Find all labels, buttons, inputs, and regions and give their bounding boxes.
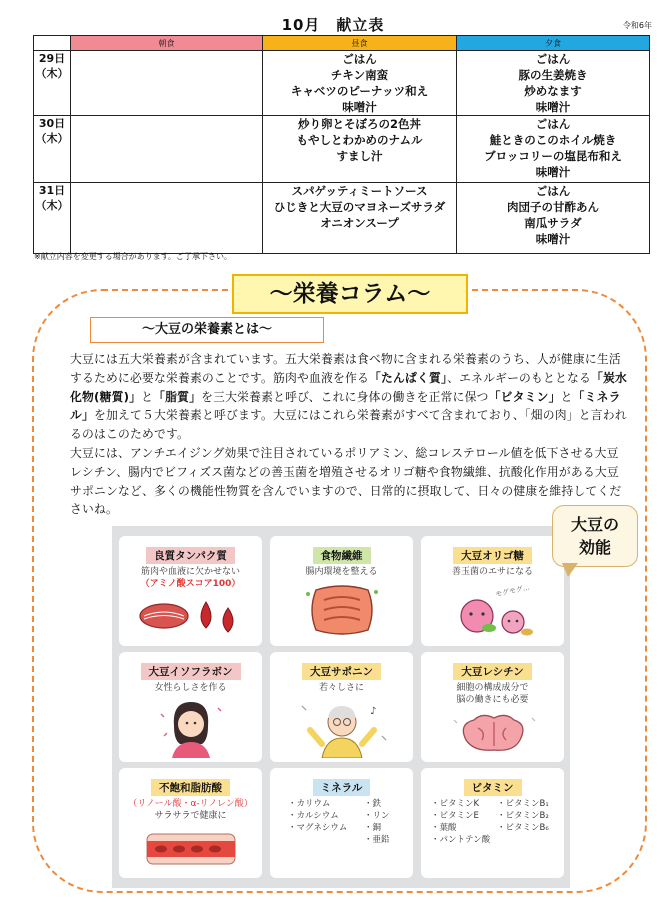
menu-header-row <box>34 36 650 51</box>
emphasis-carbohydrate: 「炭水化物(糖質)」 <box>70 370 628 404</box>
card-desc: 腸内環境を整える <box>305 567 378 577</box>
date-day: 30日 <box>38 117 66 130</box>
card-title: 大豆レシチン <box>453 663 531 680</box>
card-desc-line: 細胞の構成成分で <box>456 683 529 693</box>
emphasis-mineral: 「ミネラル」 <box>70 389 621 423</box>
card-title: 良質タンパク質 <box>146 547 235 564</box>
text-run: を三大栄養素と呼び、これに身体の働きを正常に保つ <box>201 389 489 404</box>
list-item: ・銅 <box>364 823 382 833</box>
dish: スパゲッティミートソース <box>291 184 428 198</box>
menu-row-29 <box>34 51 650 116</box>
list-item: ・ビタミンK <box>431 799 480 809</box>
dish: ごはん <box>535 117 571 131</box>
card-desc <box>119 798 262 822</box>
dinner-cell <box>457 116 650 183</box>
brain-icon <box>421 710 564 760</box>
card-title: 不飽和脂肪酸 <box>151 779 230 796</box>
menu-change-note: ※献立内容を変更する場合があります。ご了承下さい。 <box>34 252 233 261</box>
card-desc-line: 筋肉や血液に欠かせない <box>140 567 240 577</box>
dish: 炒り卵とそぼろの2色丼 <box>297 117 421 131</box>
card-isoflavone <box>119 652 262 762</box>
card-desc-line: （リノール酸・α-リノレン酸） <box>128 799 253 809</box>
text-run: と <box>141 389 154 404</box>
date-cell <box>34 51 71 116</box>
lunch-cell <box>263 116 457 183</box>
card-vitamin <box>421 768 564 878</box>
card-saponin <box>270 652 413 762</box>
bubble-line: 効能 <box>578 538 611 557</box>
card-oligosaccharide <box>421 536 564 646</box>
card-title: 大豆イソフラボン <box>141 663 241 680</box>
date-cell <box>34 183 71 254</box>
woman-icon <box>119 696 262 762</box>
date-weekday: （木） <box>35 132 69 145</box>
list-item: ・ビタミンE <box>431 811 479 821</box>
text-run: と <box>560 389 573 404</box>
breakfast-cell <box>71 183 263 254</box>
elderly-man-icon <box>270 696 413 762</box>
era-label: 令和6年 <box>622 21 652 30</box>
intestine-icon <box>270 580 413 644</box>
blood-vessel-icon <box>119 830 262 872</box>
date-column-header <box>34 36 71 51</box>
card-title: ミネラル <box>313 779 371 796</box>
dish: ブロッコリーの塩昆布和え <box>484 149 622 163</box>
dish: オニオンスープ <box>320 216 399 230</box>
text-run: 、エネルギーのもととなる <box>447 370 592 385</box>
dinner-cell <box>457 183 650 254</box>
card-unsaturated-fat <box>119 768 262 878</box>
lunch-column-header: 昼食 <box>263 36 457 51</box>
list-item: ・ビタミンB₁ <box>497 799 549 809</box>
emphasis-fat: 「脂質」 <box>153 389 202 404</box>
soy-benefits-bubble <box>552 505 638 567</box>
dish: もやしとわかめのナムル <box>296 133 423 147</box>
list-item: ・リン <box>364 811 390 821</box>
svg-text:♪: ♪ <box>369 706 376 717</box>
mineral-list-left <box>288 798 347 834</box>
date-weekday: （木） <box>35 199 69 212</box>
list-item: ・葉酸 <box>431 823 457 833</box>
list-item: ・パントテン酸 <box>431 835 491 845</box>
date-weekday: （木） <box>35 67 69 80</box>
list-item: ・鉄 <box>364 799 382 809</box>
muscle-blood-icon <box>119 594 262 642</box>
card-fiber <box>270 536 413 646</box>
list-item: ・カリウム <box>288 799 331 809</box>
date-day: 31日 <box>38 184 66 197</box>
card-desc: 女性らしさを作る <box>154 683 227 693</box>
dish: ひじきと大豆のマヨネーズサラダ <box>273 200 446 214</box>
dish: ごはん <box>535 52 571 66</box>
card-desc: 善玉菌のエサになる <box>451 567 533 577</box>
lunch-cell <box>263 51 457 116</box>
dinner-column-header: 夕食 <box>457 36 650 51</box>
date-cell <box>34 116 71 183</box>
card-title: ビタミン <box>464 779 522 796</box>
list-item: ・カルシウム <box>288 811 339 821</box>
dish: 味噌汁 <box>535 232 571 246</box>
page-title: 10月 献立表 <box>281 16 385 34</box>
soy-benefits-panel <box>112 526 570 888</box>
dish: 豚の生姜焼き <box>518 68 588 82</box>
column-paragraph-2: 大豆には、アンチエイジング効果で注目されているポリアミン、総コレステロール値を低下させる大豆レシチン、腸内でビフィズス菌などの善玉菌を増殖させるオリゴ糖や食物繊維、抗酸化作用がある大豆サポニンなど、多くの機能性物質を含んでいますので、日常的に摂取して、日々の健康を維持してくださいね。 <box>70 445 622 517</box>
dish: すまし汁 <box>336 149 383 163</box>
menu-row-30 <box>34 116 650 183</box>
breakfast-column-header: 朝食 <box>71 36 263 51</box>
breakfast-cell <box>71 51 263 116</box>
bubble-tail <box>562 563 578 577</box>
dish: 味噌汁 <box>535 100 571 114</box>
list-item: ・ビタミンB₆ <box>497 823 549 833</box>
list-item: ・マグネシウム <box>288 823 348 833</box>
card-desc-line: サラサラで健康に <box>154 811 227 821</box>
card-protein <box>119 536 262 646</box>
bubble-line: 大豆の <box>570 515 619 534</box>
dinner-cell <box>457 51 650 116</box>
dish: キャベツのピーナッツ和え <box>290 84 429 98</box>
vitamin-list-left <box>431 798 490 846</box>
vitamin-list-right <box>497 798 549 834</box>
card-title: 食物繊維 <box>313 547 371 564</box>
card-desc <box>421 682 564 706</box>
breakfast-cell <box>71 116 263 183</box>
menu-table <box>33 35 650 254</box>
dish: 炒めなます <box>524 84 582 98</box>
card-lecithin <box>421 652 564 762</box>
emphasis-vitamin: 「ビタミン」 <box>488 389 561 404</box>
column-paragraph-1 <box>70 350 630 444</box>
column-body <box>70 350 630 519</box>
text-run: 大豆には五大栄養素が含まれています。五大栄養素は食べ物に含まれる栄養素のうち、人が健康に生活するために必要な栄養素のことです。筋肉や血液を作る <box>70 352 621 385</box>
card-desc-line: 脳の働きにも必要 <box>456 695 529 705</box>
card-title: 大豆オリゴ糖 <box>453 547 532 564</box>
dish: 味噌汁 <box>535 165 571 179</box>
dish: ごはん <box>535 184 571 198</box>
column-subtitle: ～大豆の栄養素とは～ <box>90 317 324 343</box>
date-day: 29日 <box>38 52 66 65</box>
munch-text: モグモグ… <box>494 583 531 599</box>
dish: 味噌汁 <box>342 100 377 114</box>
mineral-list-right <box>364 798 390 846</box>
card-desc <box>119 566 262 590</box>
card-desc: 若々しさに <box>318 683 364 693</box>
dish: チキン南蛮 <box>330 68 389 82</box>
dish: 鮭ときのこのホイル焼き <box>489 133 617 147</box>
dish: 肉団子の甘酢あん <box>507 200 599 214</box>
emphasis-protein: 「たんぱく質」 <box>368 370 448 385</box>
list-item: ・ビタミンB₂ <box>497 811 549 821</box>
bacteria-icon <box>421 592 564 644</box>
card-mineral <box>270 768 413 878</box>
dish: 南瓜サラダ <box>524 216 582 230</box>
lunch-cell <box>263 183 457 254</box>
text-run: を加えて５大栄養素と呼びます。大豆にはこれら栄養素がすべて含まれており、「畑の肉」と言われるのはこのためです。 <box>70 408 627 442</box>
menu-row-31 <box>34 183 650 254</box>
dish: ごはん <box>342 52 377 66</box>
list-item: ・亜鉛 <box>364 835 390 845</box>
card-desc-line: （アミノ酸スコア100） <box>140 579 241 589</box>
card-title: 大豆サポニン <box>302 663 381 680</box>
column-title: ～栄養コラム～ <box>232 274 468 314</box>
